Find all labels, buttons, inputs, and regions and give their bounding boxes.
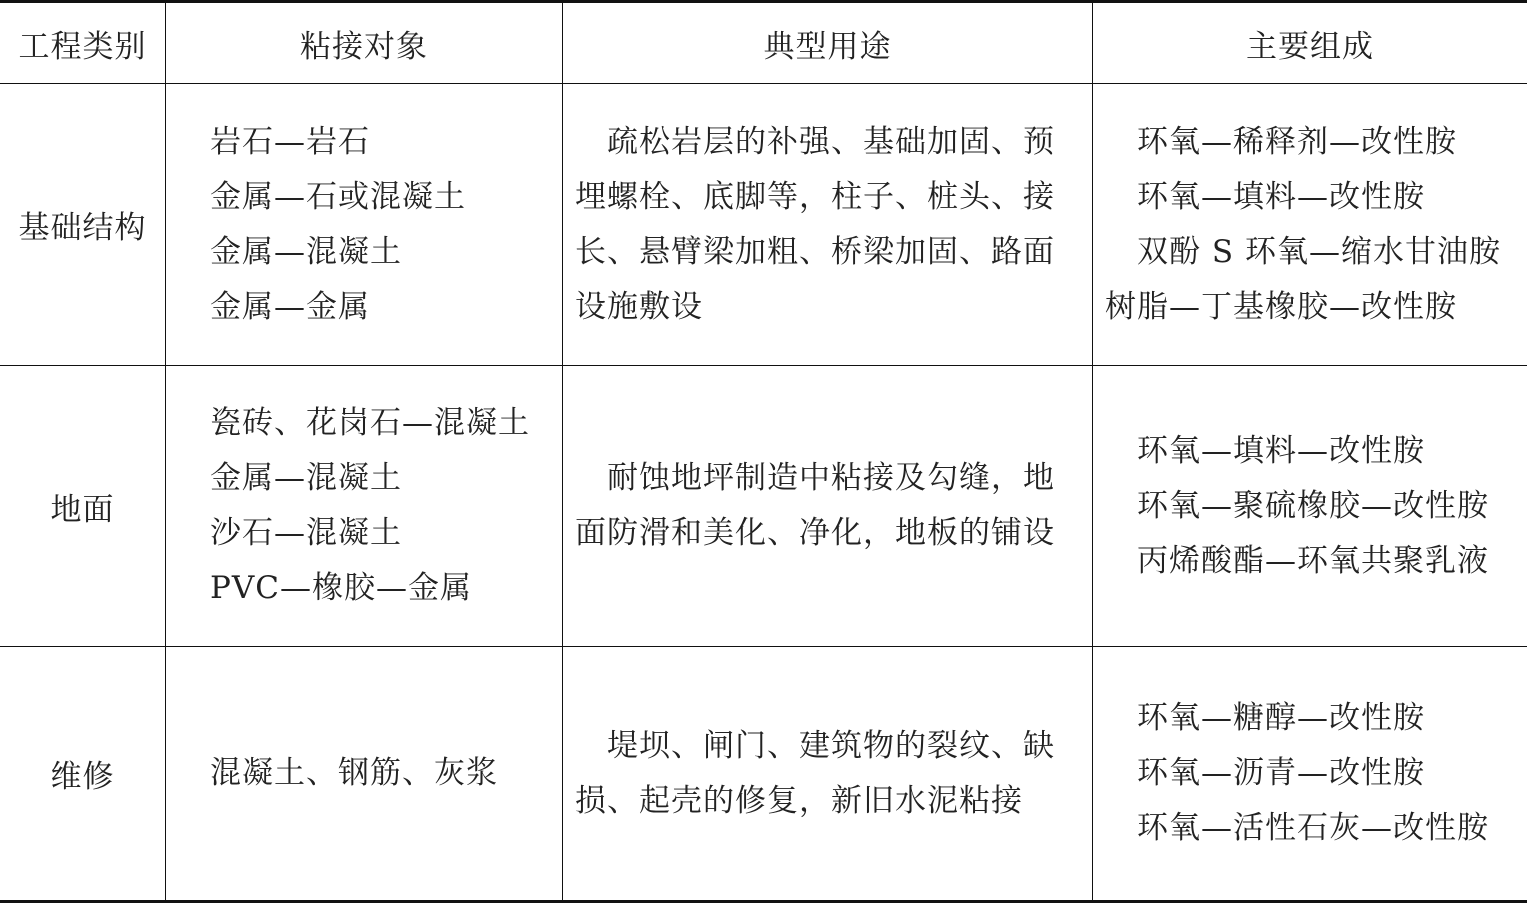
- use-line: 损、起壳的修复，新旧水泥粘接: [575, 782, 1023, 819]
- composition-cell: [1093, 366, 1527, 646]
- object-item: 金属—混凝土: [210, 460, 402, 496]
- object-item: 瓷砖、花岗石—混凝土: [210, 405, 530, 441]
- composition-cell: [1093, 647, 1527, 900]
- use-line: 埋螺栓、底脚等，柱子、桩头、接: [575, 178, 1055, 215]
- use-line: 疏松岩层的补强、基础加固、预: [607, 123, 1055, 160]
- composition-item: 环氧—活性石灰—改性胺: [1137, 810, 1489, 846]
- uses-cell: [563, 647, 1092, 900]
- header-uses: 典型用途: [763, 28, 892, 65]
- category-cell: 基础结构: [18, 210, 147, 246]
- object-item: 金属—混凝土: [210, 233, 402, 270]
- object-item: 岩石—岩石: [210, 123, 370, 160]
- objects-cell: [166, 647, 562, 900]
- header-composition: 主要组成: [1246, 28, 1374, 65]
- composition-item: 环氧—填料—改性胺: [1137, 178, 1425, 215]
- object-item: 混凝土、钢筋、灰浆: [210, 755, 498, 791]
- composition-item: 环氧—填料—改性胺: [1137, 432, 1425, 469]
- object-item: 金属—石或混凝土: [210, 178, 466, 215]
- object-item: 金属—金属: [210, 288, 370, 325]
- header-category: 工程类别: [18, 28, 147, 65]
- uses-cell: [563, 366, 1092, 646]
- composition-item: 环氧—稀释剂—改性胺: [1137, 123, 1457, 160]
- composition-item: 环氧—聚硫橡胶—改性胺: [1137, 487, 1489, 524]
- category-cell: 维修: [50, 759, 115, 795]
- object-item: PVC—橡胶—金属: [210, 570, 472, 606]
- objects-cell: [166, 366, 562, 646]
- use-line: 长、悬臂梁加粗、桥梁加固、路面: [575, 233, 1055, 270]
- use-line: 耐蚀地坪制造中粘接及勾缝，地: [607, 460, 1055, 496]
- composition-item: 环氧—糖醇—改性胺: [1137, 700, 1425, 736]
- use-line: 堤坝、闸门、建筑物的裂纹、缺: [607, 727, 1055, 764]
- composition-item: 丙烯酸酯—环氧共聚乳液: [1137, 542, 1489, 579]
- uses-cell: [563, 84, 1092, 365]
- objects-cell: [166, 84, 562, 365]
- category-cell: 地面: [50, 491, 115, 528]
- use-line: 设施敷设: [575, 288, 703, 325]
- composition-cell: [1093, 84, 1527, 365]
- composition-item: 树脂—丁基橡胶—改性胺: [1105, 288, 1457, 325]
- composition-item: 双酚 S 环氧—缩水甘油胺: [1137, 233, 1501, 270]
- header-objects: 粘接对象: [300, 28, 428, 65]
- composition-item: 环氧—沥青—改性胺: [1137, 755, 1425, 791]
- object-item: 沙石—混凝土: [210, 515, 402, 551]
- use-line: 面防滑和美化、净化，地板的铺设: [575, 515, 1055, 551]
